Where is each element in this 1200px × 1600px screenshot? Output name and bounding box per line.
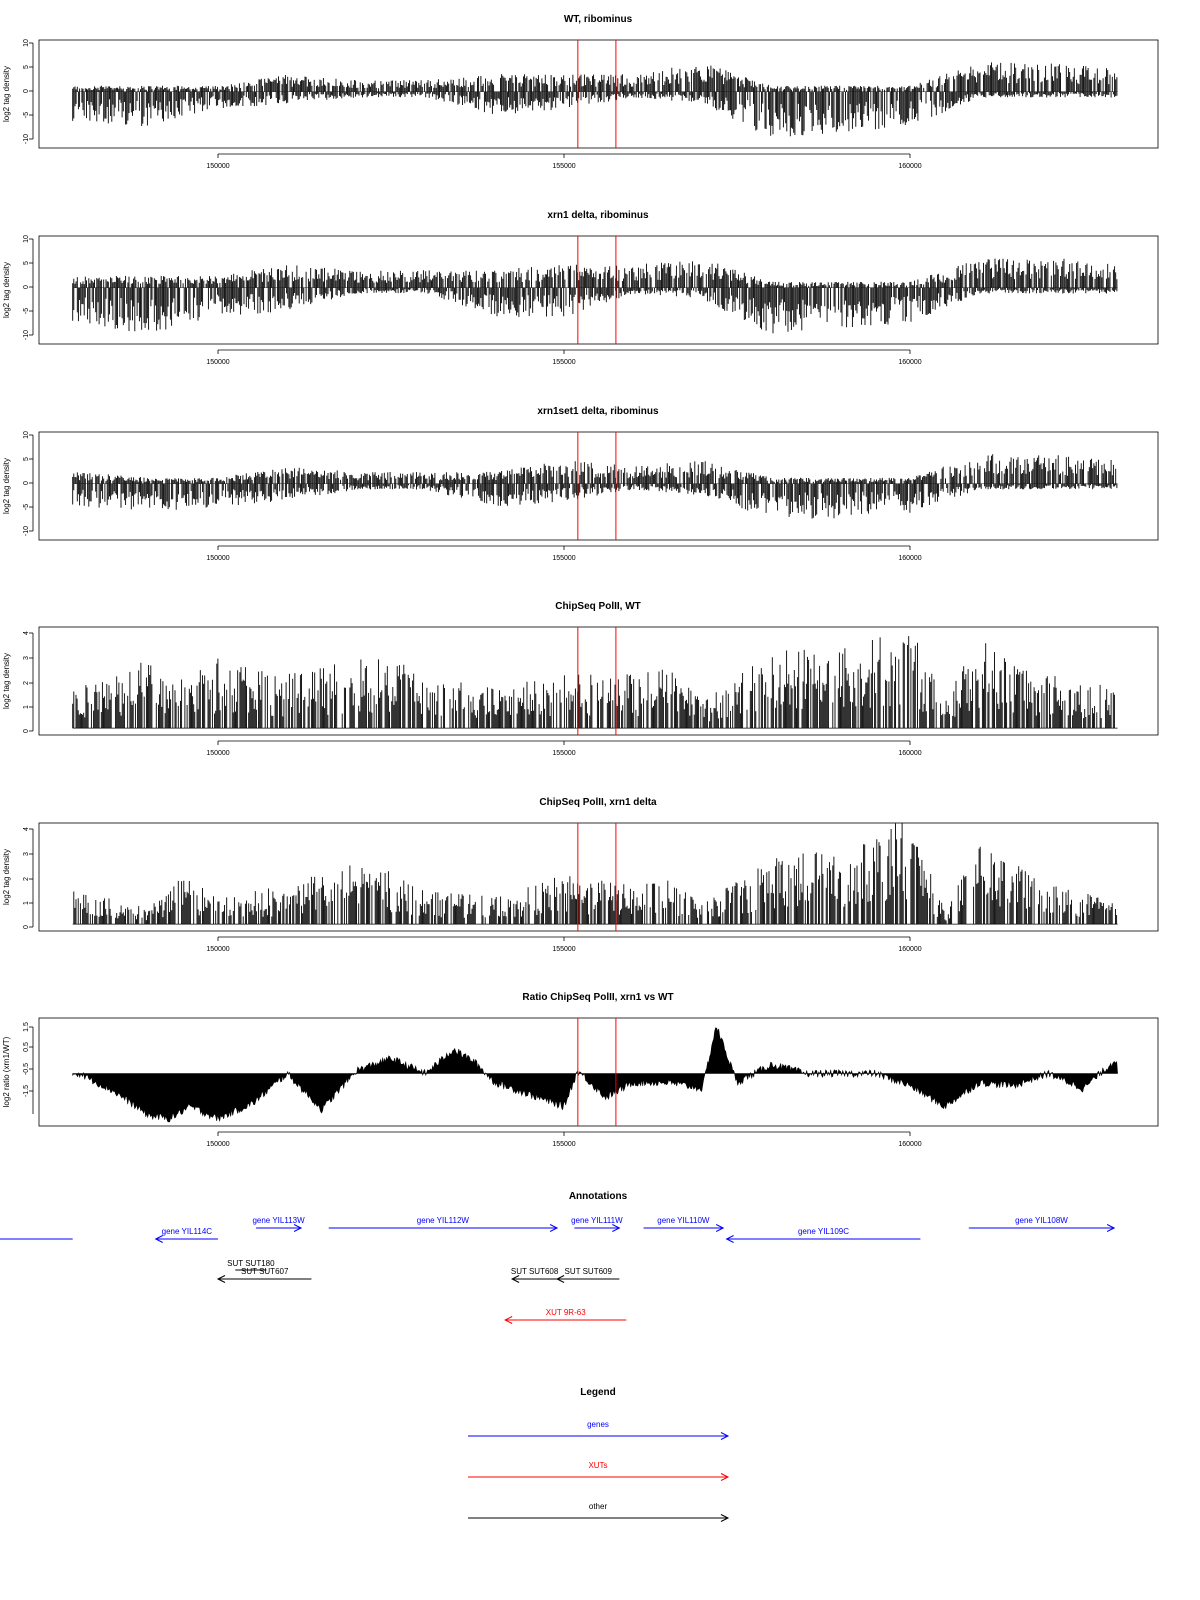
y-tick-label: -0.5	[22, 1062, 30, 1076]
y-tick-label: -5	[22, 503, 30, 511]
data-marks	[73, 636, 1118, 728]
y-tick-label: -1.5	[22, 1084, 30, 1098]
x-tick-label: 155000	[552, 750, 576, 757]
x-tick-label: 150000	[206, 750, 230, 757]
y-tick-label: 1	[22, 901, 30, 905]
legend-entry-other	[468, 1502, 728, 1522]
x-tick-label: 160000	[898, 1141, 922, 1148]
annotation-label: gene YIL112W	[416, 1216, 469, 1225]
y-tick-label: 0	[22, 89, 30, 93]
chart-panel-4	[2, 601, 1158, 757]
x-tick-label: 155000	[552, 946, 576, 953]
annotation-genes	[644, 1216, 724, 1232]
annotations-panel	[0, 1191, 1114, 1324]
x-tick-label: 150000	[206, 1141, 230, 1148]
y-tick-label: -5	[22, 307, 30, 315]
annotation-label: gene YIL113W	[252, 1216, 305, 1225]
annotation-label: SUT SUT608	[510, 1267, 559, 1276]
y-tick-label: 10	[22, 431, 30, 439]
coverage-bars	[73, 636, 1115, 728]
chart-panel-2	[2, 210, 1158, 366]
x-tick-label: 150000	[206, 359, 230, 366]
annotation-label: XUT 9R-63	[545, 1308, 586, 1317]
annotation-genes	[969, 1216, 1114, 1232]
y-tick-label: 0	[22, 925, 30, 929]
legend-panel	[468, 1387, 728, 1522]
x-tick-label: 150000	[206, 946, 230, 953]
y-tick-label: 1	[22, 705, 30, 709]
y-tick-label: -10	[22, 133, 30, 145]
panel-title: ChipSeq PolII, xrn1 delta	[539, 797, 657, 808]
coverage-bars	[74, 823, 1117, 924]
y-tick-label: 4	[22, 827, 30, 831]
y-tick-label: 0	[22, 481, 30, 485]
data-marks	[73, 1028, 1118, 1122]
minus-strand-bars	[73, 484, 1117, 519]
data-marks	[73, 454, 1118, 518]
y-tick-label: 10	[22, 235, 30, 243]
plus-strand-bars	[73, 259, 1117, 288]
y-tick-label: 5	[22, 261, 30, 265]
chart-panel-1	[2, 14, 1158, 170]
panel-title: xrn1set1 delta, ribominus	[537, 406, 659, 417]
y-axis-label: log2 ratio (xrn1/WT)	[2, 1036, 11, 1108]
annotation-other	[557, 1267, 619, 1283]
annotation-label: SUT SUT609	[564, 1267, 612, 1276]
ratio-area	[73, 1028, 1118, 1122]
panel-title: Ratio ChipSeq PolII, xrn1 vs WT	[522, 992, 674, 1003]
x-tick-label: 160000	[898, 163, 922, 170]
x-tick-label: 150000	[206, 555, 230, 562]
x-tick-label: 155000	[552, 163, 576, 170]
plus-strand-bars	[73, 62, 1117, 91]
legend-label: genes	[587, 1420, 609, 1429]
y-tick-label: 3	[22, 656, 30, 660]
y-axis-label: log2 tag density	[2, 65, 11, 123]
annotation-genes	[252, 1216, 305, 1232]
x-tick-label: 155000	[552, 555, 576, 562]
annotation-xuts	[505, 1308, 626, 1324]
y-tick-label: 1.5	[22, 1022, 30, 1032]
y-tick-label: -5	[22, 111, 30, 119]
y-tick-label: 2	[22, 877, 30, 881]
panel-title: xrn1 delta, ribominus	[547, 210, 649, 221]
annotation-other	[218, 1267, 311, 1283]
y-axis-label: log2 tag density	[2, 848, 11, 906]
plus-strand-bars	[73, 454, 1116, 483]
y-tick-label: -10	[22, 525, 30, 537]
y-axis-label: log2 tag density	[2, 457, 11, 515]
y-tick-label: 5	[22, 65, 30, 69]
y-tick-label: -10	[22, 329, 30, 341]
data-marks	[73, 823, 1118, 924]
minus-strand-bars	[73, 92, 1117, 137]
data-marks	[73, 62, 1118, 136]
annotation-other	[511, 1267, 559, 1283]
panel-title: WT, ribominus	[563, 14, 633, 25]
y-tick-label: 5	[22, 457, 30, 461]
annotation-genes	[156, 1227, 218, 1243]
y-tick-label: 0	[22, 729, 30, 733]
data-marks	[73, 259, 1118, 334]
y-tick-label: 2	[22, 681, 30, 685]
annotation-label: gene YIL110W	[657, 1216, 710, 1225]
annotation-genes	[727, 1227, 921, 1243]
legend-label: other	[588, 1502, 608, 1511]
legend-entry-xuts	[468, 1461, 728, 1481]
chart-panel-5	[2, 797, 1158, 953]
annotation-genes	[329, 1216, 557, 1232]
y-axis-label: log2 tag density	[2, 652, 11, 710]
legend-label: XUTs	[588, 1461, 608, 1470]
legend-title: Legend	[580, 1387, 616, 1398]
x-tick-label: 160000	[898, 359, 922, 366]
y-tick-label: 4	[22, 631, 30, 635]
x-tick-label: 150000	[206, 163, 230, 170]
x-tick-label: 155000	[552, 359, 576, 366]
annotation-label: gene YIL111W	[571, 1216, 623, 1225]
y-tick-label: 3	[22, 852, 30, 856]
legend-entry-genes	[468, 1420, 728, 1440]
annotation-label: gene YIL114C	[161, 1227, 213, 1236]
y-tick-label: 0.5	[22, 1042, 30, 1052]
x-tick-label: 160000	[898, 946, 922, 953]
y-tick-label: 0	[22, 285, 30, 289]
x-tick-label: 160000	[898, 555, 922, 562]
chart-panel-3	[2, 406, 1158, 562]
y-tick-label: 10	[22, 39, 30, 47]
annotation-label: gene YIL108W	[1015, 1216, 1068, 1225]
minus-strand-bars	[73, 288, 1117, 334]
annotations-title: Annotations	[568, 1191, 628, 1202]
annotation-label: SUT SUT607	[240, 1267, 289, 1276]
chart-panel-6	[2, 992, 1158, 1148]
annotation-genes	[571, 1216, 623, 1232]
x-tick-label: 160000	[898, 750, 922, 757]
y-axis-label: log2 tag density	[2, 261, 11, 319]
annotation-label: SUT SUT180	[227, 1259, 275, 1268]
annotation-label: gene YIL109C	[797, 1227, 850, 1236]
x-tick-label: 155000	[552, 1141, 576, 1148]
panel-title: ChipSeq PolII, WT	[555, 601, 641, 612]
